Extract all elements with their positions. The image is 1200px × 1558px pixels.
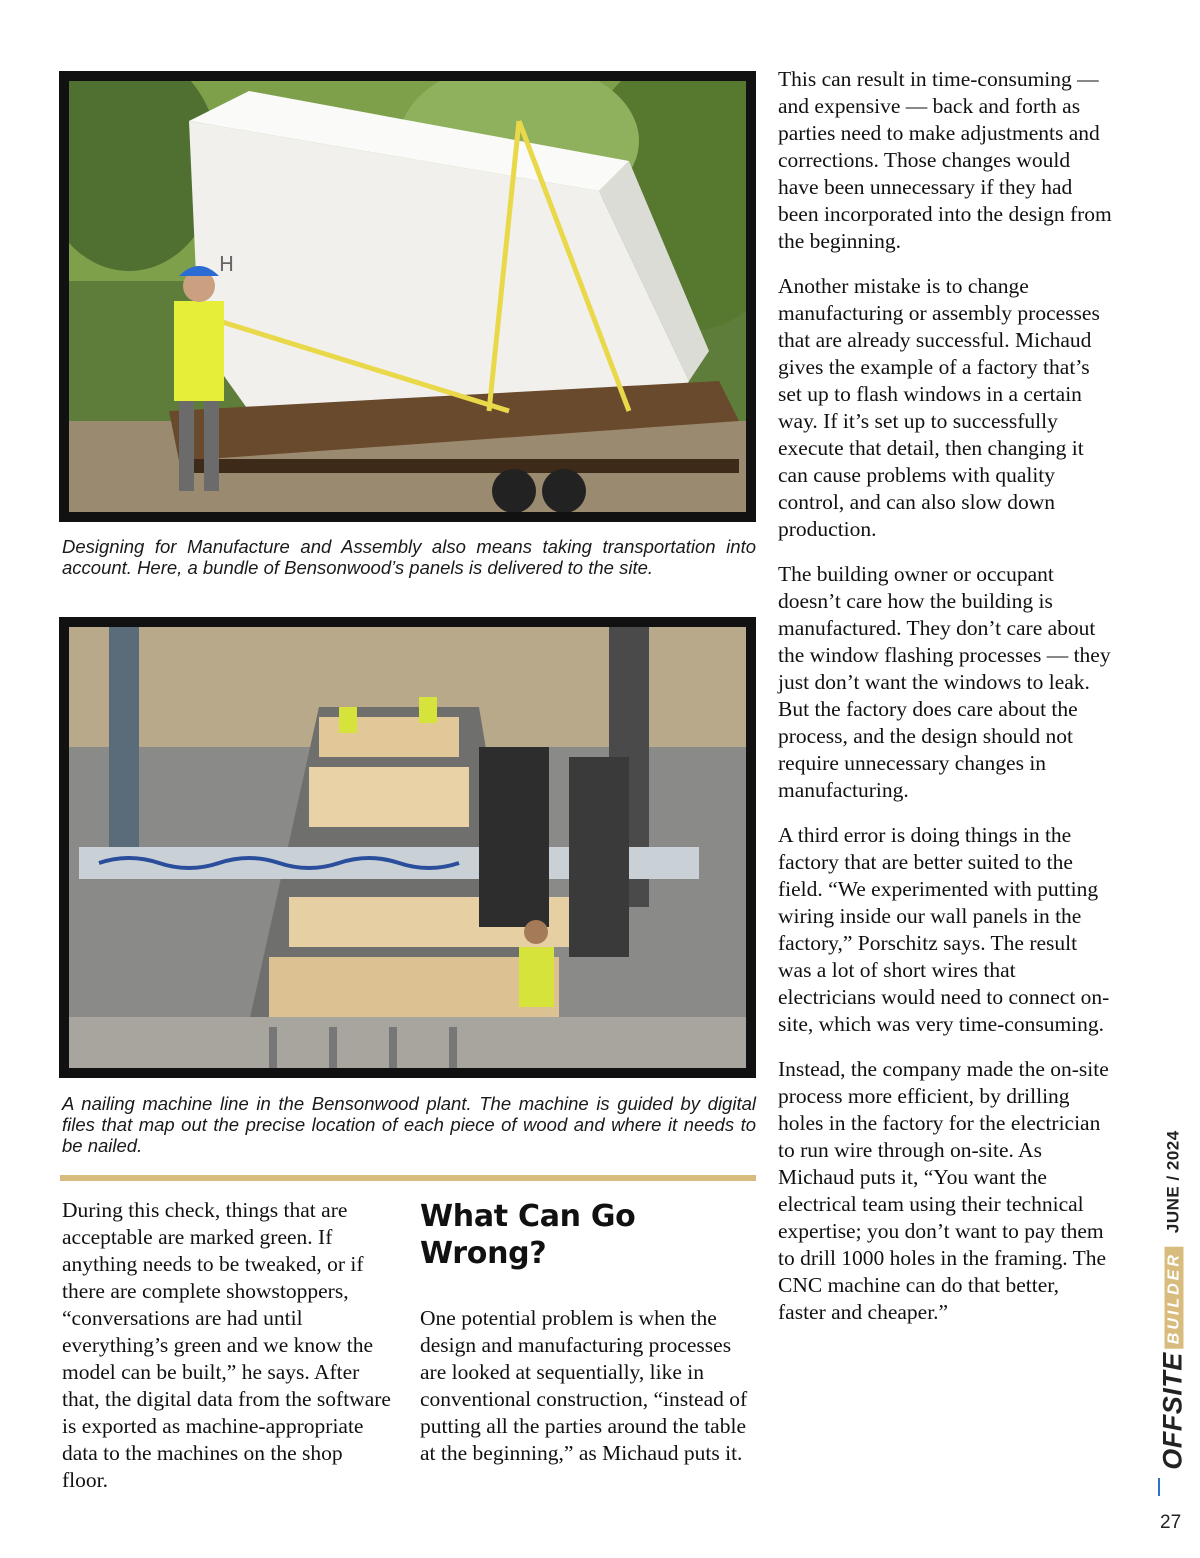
caption-top: Designing for Manufacture and Assembly also means taking transportation into account. Here, a bundle of Bensonwood’s panels is delivered to the site. [62,536,756,578]
photo-module-delivery-image [69,81,746,512]
left-column [62,1197,392,1512]
brand-offsite: OFFSITE [1157,1352,1188,1470]
photo-module-delivery [59,71,756,522]
gold-divider [60,1175,756,1181]
left-paragraph: During this check, things that are acceptable are marked green. If anything needs to be tweaked, or if there are complete showstoppers, “conversations are had until everything’s green and we know the model can be built,” he says. After that, the digital data from the software is exported as machine-appropriate data to the machines on the shop floor. [62,1198,391,1492]
svg-text:H: H [219,252,235,276]
magazine-sidebar [1143,1130,1200,1470]
sidebar-brand-line [1158,1130,1189,1469]
caption-bottom: A nailing machine line in the Bensonwood plant. The machine is guided by digital files that map out the precise location of each piece of wood and where it needs to be nailed. [62,1093,756,1156]
right-paragraph-4: A third error is doing things in the factory that are better suited to the field. “We experimented with putting wiring inside our wall panels in the factory,” Porschitz says. The result was a lot of short wires that electricians would need to connect on-site, which was very time-consuming. [778,823,1110,1036]
right-paragraph-2: Another mistake is to change manufacturing or assembly processes that are already successful. Michaud gives the example of a factory that’s set up to flash windows in a certain way. If it’s set up to successfully execute that detail, then changing it can cause problems with quality control, and can also slow down production. [778,274,1100,541]
middle-column [420,1305,756,1485]
right-paragraph-3: The building owner or occupant doesn’t care how the building is manufactured. They don’t care about the window flashing processes — they just don’t want the windows to leak. But the factory does care about the process, and the design should not require unnecessary changes in manufacturing. [778,562,1111,802]
right-paragraph-1: This can result in time-consuming — and expensive — back and forth as parties need to make adjustments and corrections. Those changes would have been unnecessary if they had been incorporated into the design from the beginning. [778,67,1112,253]
section-heading: What Can Go Wrong? [420,1199,636,1271]
issue-date: JUNE / 2024 [1163,1130,1183,1234]
middle-paragraph: One potential problem is when the design and manufacturing processes are looked at sequentially, like in conventional construction, “instead of putting all the parties around the table at the beginning,” as Michaud puts it. [420,1306,748,1465]
right-column [778,66,1112,1344]
photo-nailing-machine-image [69,627,746,1068]
brand-builder: BUILDER [1165,1247,1184,1349]
photo-nailing-machine [59,617,756,1078]
right-paragraph-5: Instead, the company made the on-site process more efficient, by drilling holes in the factory for the electrician to run wire through on-site. As Michaud puts it, “You want the electrical team using their technical expertise; you don’t want to pay them to drill 1000 holes in the framing. The CNC machine can do that better, faster and cheaper.” [778,1057,1109,1324]
sidebar-blue-rule [1158,1478,1160,1496]
page-number: 27 [1160,1512,1182,1533]
